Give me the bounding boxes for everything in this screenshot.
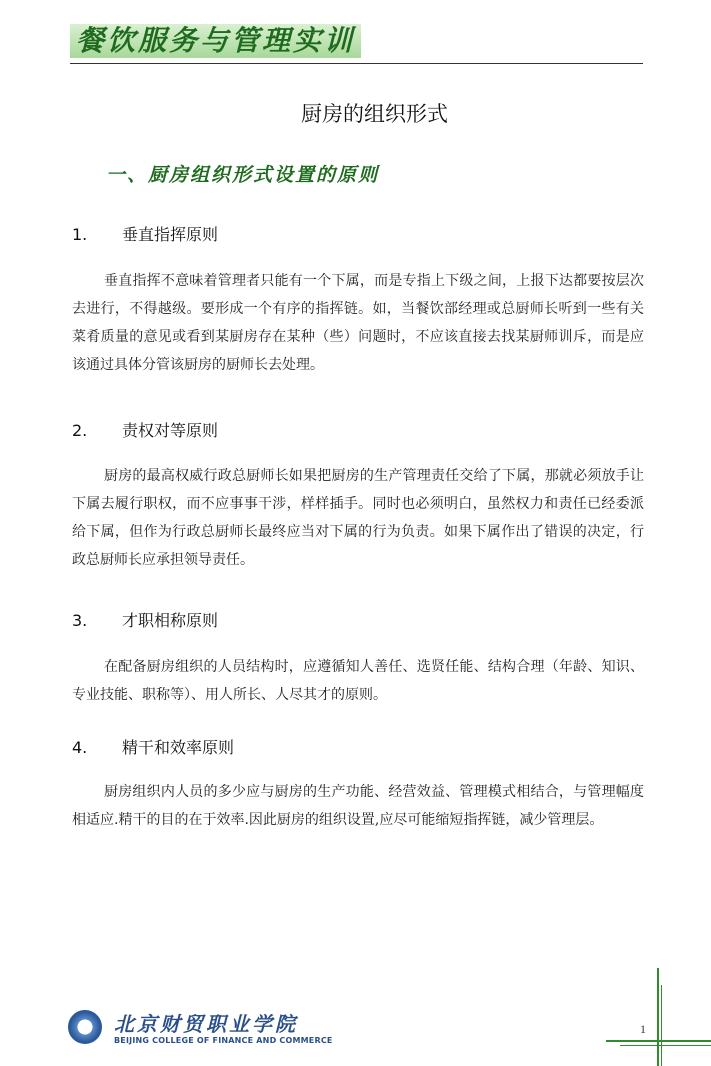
item-heading-text: 垂直指挥原则 (122, 225, 219, 244)
section-heading: 一、厨房组织形式设置的原则 (106, 164, 380, 186)
school-name: 北京财贸职业学院 (114, 1012, 298, 1036)
paragraph-1: 垂直指挥不意味着管理者只能有一个下属，而是专指上下级之间，上报下达都要按层次去进行，不得越级。要形成一个有序的指挥链。如，当餐饮部经理或总厨师长听到一些有关菜肴质量的意见或看到某厨房存在某种（些）问题时，不应该直接去找某厨师训斥，而是应该通过具体分管该厨房的厨师长去处理。 (72, 273, 644, 373)
paragraph-3: 在配备厨房组织的人员结构时，应遵循知人善任、选贤任能、结构合理（年龄、知识、专业技能、职称等）、用人所长、人尽其才的原则。 (72, 659, 644, 703)
item-heading-2 (72, 418, 218, 441)
item-heading-4 (72, 735, 234, 758)
item-number: 4. (72, 738, 88, 757)
college-seal-icon (68, 1010, 102, 1044)
paragraph-2: 厨房的最高权威行政总厨师长如果把厨房的生产管理责任交给了下属，那就必须放手让下属去履行职权，而不应事事干涉，样样插手。同时也必须明白，虽然权力和责任已经委派给下属，但作为行政总厨师长最终应当对下属的行为负责。如果下属作出了错误的决定，行政总厨师长应承担领导责任。 (72, 468, 644, 568)
item-heading-text: 精干和效率原则 (122, 738, 235, 757)
item-heading-text: 才职相称原则 (122, 611, 219, 630)
item-number: 2. (72, 421, 88, 440)
item-heading-text: 责权对等原则 (122, 421, 219, 440)
corner-line-horizontal-thin (620, 1045, 711, 1046)
item-number: 3. (72, 611, 88, 630)
school-name-en: BEIJING COLLEGE OF FINANCE AND COMMERCE (114, 1036, 333, 1045)
header-rule (70, 63, 643, 64)
corner-line-vertical-thin (661, 985, 662, 1066)
item-number: 1. (72, 225, 88, 244)
paragraph-4: 厨房组织内人员的多少应与厨房的生产功能、经营效益、管理模式相结合，与管理幅度相适应.精干的目的在于效率.因此厨房的组织设置,应尽可能缩短指挥链，减少管理层。 (72, 784, 644, 828)
corner-line-vertical (657, 968, 659, 1066)
page-title: 厨房的组织形式 (301, 102, 448, 126)
header-title: 餐饮服务与管理实训 (70, 24, 361, 58)
corner-line-horizontal (606, 1040, 711, 1042)
item-heading-1 (72, 222, 218, 245)
page-number: 1 (640, 1022, 646, 1036)
item-heading-3 (72, 608, 218, 631)
